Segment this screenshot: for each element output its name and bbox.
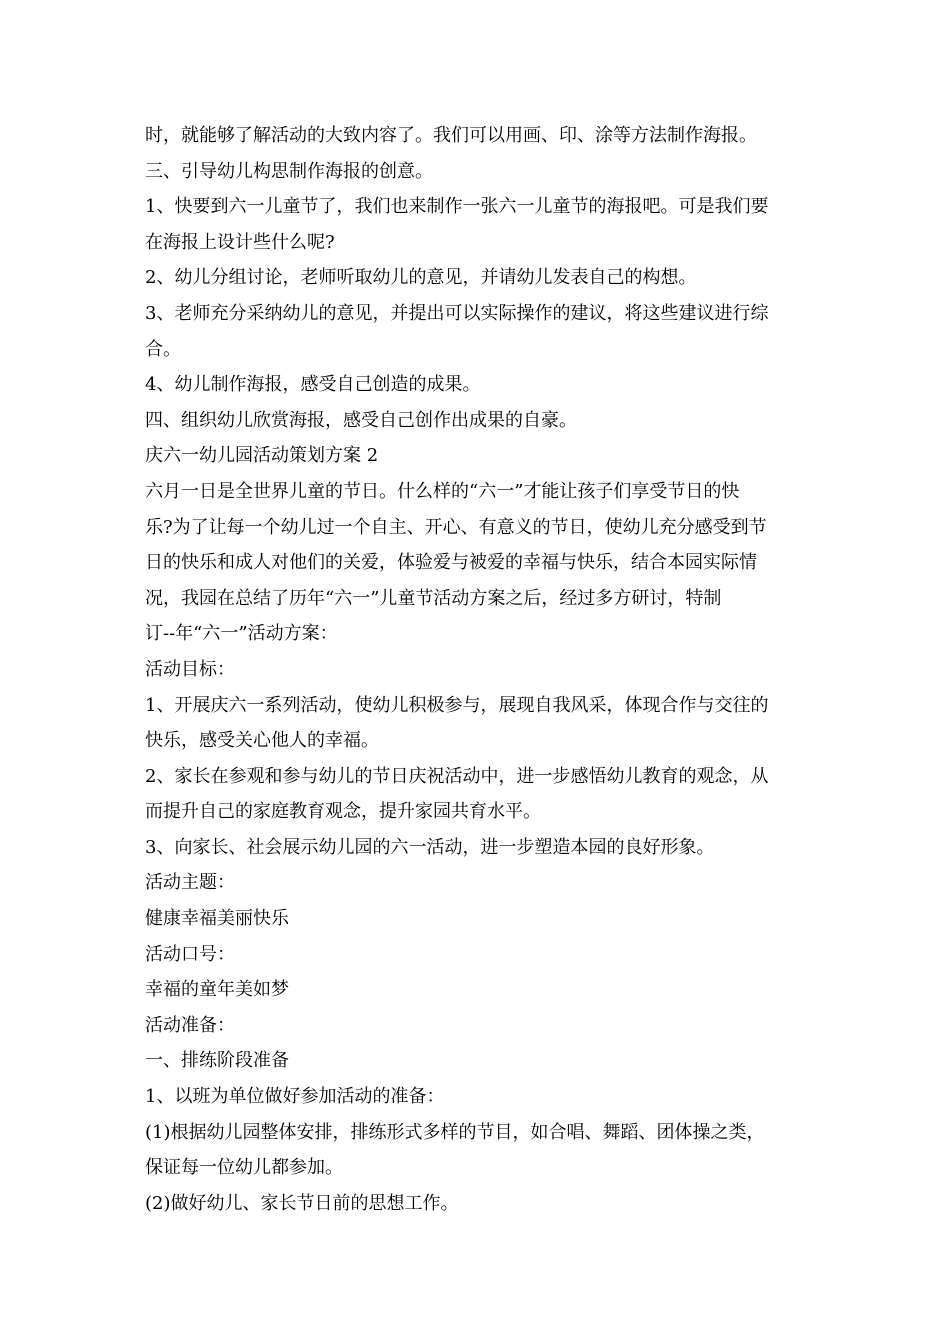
text-line: 在海报上设计些什么呢? (145, 231, 335, 253)
section-heading: 四、组织幼儿欣赏海报，感受自己创作出成果的自豪。 (145, 409, 577, 431)
section-heading: 活动口号： (145, 943, 235, 965)
section-heading: 活动主题： (145, 872, 235, 894)
text-line: 乐?为了让每一个幼儿过一个自主、开心、有意义的节日，使幼儿充分感受到节 (145, 516, 767, 538)
text-line: 1、开展庆六一系列活动，使幼儿积极参与，展现自我风采，体现合作与交往的 (145, 694, 769, 716)
text-line: 4、幼儿制作海报，感受自己创造的成果。 (145, 374, 481, 396)
section-heading: 一、排练阶段准备 (145, 1050, 289, 1072)
text-line: 1、快要到六一儿童节了，我们也来制作一张六一儿童节的海报吧。可是我们要 (145, 196, 769, 218)
text-line: 3、向家长、社会展示幼儿园的六一活动，进一步塑造本园的良好形象。 (145, 836, 715, 858)
text-line: 合。 (145, 338, 181, 360)
text-line: 1、以班为单位做好参加活动的准备： (145, 1086, 445, 1108)
text-line: (2)做好幼儿、家长节日前的思想工作。 (145, 1192, 459, 1214)
text-line: 时，就能够了解活动的大致内容了。我们可以用画、印、涂等方法制作海报。 (145, 125, 757, 146)
document-title: 庆六一幼儿园活动策划方案 2 (145, 445, 379, 467)
text-line: (1)根据幼儿园整体安排，排练形式多样的节目，如合唱、舞蹈、团体操之类， (145, 1121, 765, 1143)
text-line: 订--年“六一”活动方案： (145, 623, 338, 645)
section-heading: 三、引导幼儿构思制作海报的创意。 (145, 160, 433, 182)
text-line: 而提升自己的家庭教育观念，提升家园共育水平。 (145, 801, 541, 823)
text-line: 况，我园在总结了历年“六一”儿童节活动方案之后，经过多方研讨，特制 (145, 587, 722, 609)
text-line: 快乐，感受关心他人的幸福。 (145, 730, 379, 752)
text-line: 幸福的童年美如梦 (145, 979, 289, 1001)
text-line: 健康幸福美丽快乐 (145, 908, 289, 930)
section-heading: 活动准备： (145, 1014, 235, 1036)
text-line: 2、家长在参观和参与幼儿的节日庆祝活动中，进一步感悟幼儿教育的观念，从 (145, 765, 769, 787)
section-heading: 活动目标： (145, 658, 235, 680)
text-line: 2、幼儿分组讨论，老师听取幼儿的意见，并请幼儿发表自己的构想。 (145, 267, 697, 289)
text-line: 保证每一位幼儿都参加。 (145, 1157, 343, 1179)
text-line: 日的快乐和成人对他们的关爱，体验爱与被爱的幸福与快乐，结合本园实际情 (145, 552, 757, 574)
document-body (145, 118, 810, 1221)
text-line: 六月一日是全世界儿童的节日。什么样的“六一”才能让孩子们享受节日的快 (145, 480, 740, 502)
text-line: 3、老师充分采纳幼儿的意见，并提出可以实际操作的建议，将这些建议进行综 (145, 302, 769, 324)
